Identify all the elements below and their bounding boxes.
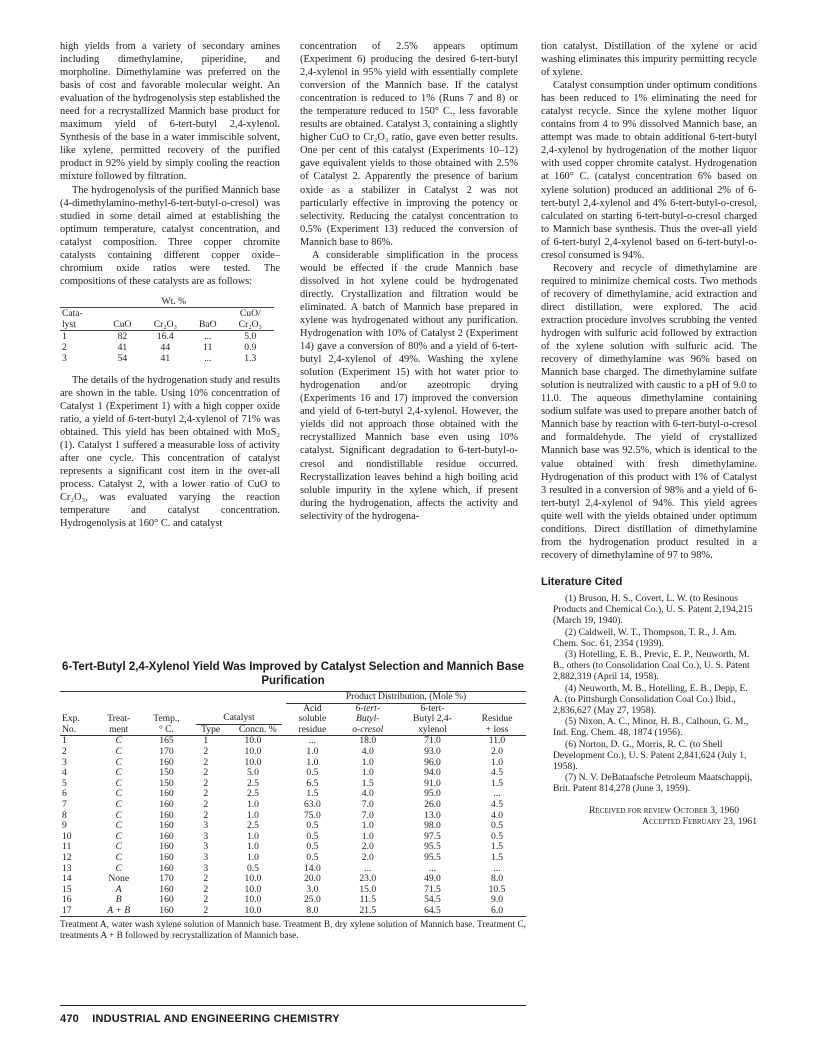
accepted-line: Accepted February 23, 1961 [642,816,757,828]
yield-table-cell: ... [364,862,372,874]
received-dates [541,805,757,828]
yield-table-cell: 160 [159,809,174,821]
yield-table-row [60,811,526,822]
yield-table-cell: 26.0 [424,798,441,810]
cat-col-cuo: CuO [113,318,132,330]
yield-table-block [60,660,526,942]
yield-table-cell: 6.5 [306,777,319,789]
yield-table-cell: 0.5 [306,820,319,832]
yield-table-cell: 1.0 [246,851,259,863]
yield-table-cell: 6.0 [491,904,504,916]
yield-table-cell: C [115,862,122,874]
yield-table-cell: 3 [62,756,67,768]
yield-table-cell: 95.0 [424,788,441,800]
catalyst-row [60,342,274,353]
yield-table-cell: 17 [62,904,72,916]
yield-table-cell: 1.0 [491,756,504,768]
cat-col-ratio: CuO/ Cr₂O₃ [238,307,262,330]
yield-table-cell: 2 [203,745,209,757]
yield-table-cell: 98.0 [424,820,441,832]
yield-table-cell: 1.0 [306,745,319,757]
cat-col-bao: BaO [198,318,217,330]
yield-table-cell: 4.0 [491,809,504,821]
yield-table-cell: 3 [203,841,209,853]
yield-table-cell: 170 [159,745,174,757]
yield-table-cell: 95.5 [424,841,441,853]
yt-catalyst-header [192,703,286,735]
yield-table [60,691,526,917]
yt-h-acid: Acid soluble residue [298,702,327,735]
yield-table-cell: 4.5 [491,767,504,779]
col1-paragraph-1: high yields from a variety of secondary amines including dimethylamine, piperidine, and morpholine. Dimethylamine was preferred on the basis of cost and favorable molecular weight. An evaluation of the hydrogenolysis step established the need for a recrystallized Mannich base product for maximum yield of 6-tert-butyl 2,4-xylenol. Synthesis of the base in a water immiscible solvent, like xylene, permitted recovery of the purified product in 92% yield by simply cooling the reaction mixture followed by filtration. [60,41,280,183]
yield-table-cell: 1.0 [246,798,259,810]
yield-table-cell: 2 [203,873,209,885]
yt-h-residue: Residue + loss [481,713,513,735]
yield-table-cell: 3 [203,830,209,842]
yield-table-cell: 160 [159,830,174,842]
yield-table-cell: 170 [159,873,174,885]
yield-table-cell: 0.5 [306,830,319,842]
yield-table-cell: 75.0 [303,809,321,821]
yield-table-cell: 91.0 [424,777,441,789]
reference-list [541,593,757,795]
yield-table-cell: 10.0 [244,883,262,895]
column-1 [60,40,280,530]
catalyst-cell: 44 [160,341,171,353]
cat-group-header: Wt. % [161,295,187,307]
yield-table-cell: 1.0 [361,830,374,842]
yield-table-footnote: Treatment A, water wash xylene solution of Mannich base. Treatment B, dry xylene solution of Mannich base. Treatment C, treatments A + B followed by recrystallization of Mannich base. [60,920,526,942]
yield-table-cell: C [115,788,122,800]
yield-table-cell: 160 [159,798,174,810]
catalyst-cell: 2 [62,341,67,353]
yield-table-cell: 2.5 [246,777,259,789]
yield-table-cell: 8.0 [306,904,319,916]
catalyst-cell: 3 [62,352,67,364]
yield-table-cell: ... [428,862,437,874]
yield-table-row [60,885,526,896]
yield-table-cell: 63.0 [303,798,321,810]
yield-table-cell: 2.5 [246,820,259,832]
yield-table-cell: 3 [203,862,209,874]
yield-table-cell: C [115,745,122,757]
yield-table-cell: ... [308,735,316,747]
yield-table-cell: 1.0 [246,830,259,842]
page-footer [60,1013,340,1025]
yield-table-cell: B [115,894,122,906]
yield-table-cell: 64.5 [424,904,441,916]
yield-table-cell: C [115,820,122,832]
catalyst-composition-table [60,296,274,364]
yield-table-row [60,789,526,800]
yield-table-cell: C [115,767,122,779]
yield-table-cell: ... [493,788,501,800]
yield-table-cell: 1.5 [361,777,374,789]
yield-table-cell: 4.5 [491,798,504,810]
yield-table-cell: 21.5 [359,904,377,916]
yield-table-cell: 0.5 [306,767,319,779]
footer-rule [60,1005,526,1006]
yield-table-cell: C [115,851,122,863]
yield-table-cell: 2 [62,745,67,757]
yt-h-xylenol: 6-tert- Butyl 2,4- xylenol [413,702,452,735]
yield-table-cell: 2.5 [246,788,259,800]
yield-table-cell: 2 [203,756,209,768]
product-group-header: Product Distribution, (Mole %) [286,692,526,703]
yield-table-cell: 95.5 [424,851,441,863]
yield-table-row [60,758,526,769]
catalyst-cell: ... [204,330,212,342]
yield-table-cell: 15 [62,883,72,895]
yield-table-cell: 10.0 [244,735,262,747]
column-3 [541,40,757,828]
yield-table-cell: 54.5 [424,894,441,906]
yield-table-cell: 160 [159,841,174,853]
yield-table-cell: 71.0 [424,735,441,747]
yield-table-cell: 9.0 [491,894,504,906]
yield-table-cell: 10.0 [244,904,262,916]
col2-paragraph-2: A considerable simplification in the process would be effected if the crude Mannich base dissolved in hot xylene could be hydrogenated directly. Crystallization and filtration would be eliminated. A batch of Mannich base prepared in xylene was hydrogenated without any purification. Hydrogenation with 10% of Catalyst 2 (Experiment 14) gave a conversion of 80% and a yield of 6-tert-butyl 2,4-xylenol of 49%. Washing the xylene solution (Experiment 15) with hot water prior to hydrogenation and/or azeotropic drying (Experiments 16 and 17) improved the conversion and yield of 6-tert-butyl 2,4-xylenol. However, the yields did not approach those obtained with the recrystallized Mannich base even using 10% catalyst. Significant degradation to 6-tert-butyl-o-cresol and nondistillable residue occurred. Recrystallization leaves behind a high boiling acid soluble impurity in the xylene which, if present during the hydrogenation, affects the activity and selectivity of the hydrogena- [300,249,518,522]
yield-table-cell: 7 [62,798,67,810]
catalyst-row [60,330,274,342]
yield-table-cell: 150 [159,767,174,779]
yield-table-cell: 13.0 [424,809,441,821]
yield-table-row [60,800,526,811]
col1-paragraph-3: The details of the hydrogenation study and results are shown in the table. Using 10% concentration of Catalyst 1 (Experiment 1) with a high copper oxide ratio, a yield of 6-tert-butyl 2,4-xylenol of 71% was obtained. This yield has been obtained with MoS₂ (1). Catalyst 1 suffered a measurable loss of activity after one cycle. This concentration of catalyst represents a significant cost item in the over-all process. Catalyst 2, with a lower ratio of CuO to Cr₂O₃, was evaluated varying the reaction temperature and catalyst concentration. Hydrogenolysis at 160° C. and catalyst [60,374,280,530]
reference-item: (7) N. V. DeBataafsche Petroleum Maatschappij, Brit. Patent 814,278 (June 3, 1959). [553,772,753,795]
yield-table-cell: 6 [62,788,67,800]
yield-table-cell: 10.0 [244,873,262,885]
yt-h-treat: Treat- ment [107,713,131,735]
col2-paragraph-1: concentration of 2.5% appears optimum (Experiment 6) producing the desired 6-tert-butyl 2,4-xylenol in 95% yield with essentially complete conversion of the Mannich base. If the catalyst concentration is reduced to 1% (Runs 7 and 8) or the temperature reduced to 150° C., less favorable results are obtained. Catalyst 3, containing a slightly higher CuO to Cr₂O₃ ratio, gave even better results. One per cent of this catalyst (Experiments 10–12) gave equivalent yields to those obtained with 2.5% of Catalyst 2. Apparently the presence of barium oxide as a stabilizer in Catalyst 2 was not particularly effective in improving the potency or selectivity. Reducing the catalyst concentration to 0.5% (Experiment 13) reduced the conversion of Mannich base to 86%. [300,41,518,248]
yield-table-cell: 97.5 [424,830,441,842]
yield-table-row [60,821,526,832]
reference-item: (5) Nixon, A. C., Minor, H. B., Calhoun, G. M., Ind. Eng. Chem. 48, 1874 (1956). [553,716,749,739]
yield-table-cell: C [115,830,122,842]
yield-table-row [60,736,526,747]
literature-cited-heading: Literature Cited [541,575,623,588]
yield-table-cell: 160 [159,862,174,874]
col3-paragraph-2: Catalyst consumption under optimum conditions has been reduced to 1% eliminating the need for catalyst recycle. Since the xylene mother liquor contains from 4 to 9% dissolved Mannich base, an attempt was made to obtain additional 6-tert-butyl 2,4-xylenol by hydrogenation of the mother liquor with used copper chromite catalyst. Hydrogenation at 160° C. (catalyst concentration 6% based on xylene solution) produced an additional 2% of 6-tert-butyl 2,4-xylenol and 4% 6-tert-butyl-o-cresol, calculated on starting 6-tert-butyl-o-cresol charged to Mannich base synthesis. Thus the over-all yield of 6-tert-butyl 2,4-xylenol based on 6-tert-butyl-o-cresol consumed is 94%. [541,80,757,261]
yield-table-cell: 1.5 [306,788,319,800]
yield-table-row [60,747,526,758]
yield-table-cell: 8.0 [491,873,504,885]
yt-h-cresol: 6-tert- Butyl- o-cresol [352,702,384,735]
catalyst-cell: 1.3 [244,352,257,364]
yield-table-cell: 49.0 [424,873,441,885]
yield-table-cell: 4.0 [361,745,374,757]
yield-table-cell: 13 [62,862,72,874]
yield-table-cell: 150 [159,777,174,789]
journal-name: INDUSTRIAL AND ENGINEERING CHEMISTRY [92,1013,340,1025]
yield-table-cell: 2 [203,767,209,779]
yield-table-row [60,874,526,885]
yield-table-cell: 12 [62,851,72,863]
yield-table-cell: 160 [159,883,174,895]
reference-item: (3) Hotelling, E. B., Previc, E. P., Neuworth, M. B., others (to Consolidation Coal Co.), U. S. Patent 2,882,319 (April 14, 1958). [553,648,750,683]
yt-h-type: Type [201,723,221,735]
yield-table-cell: 93.0 [424,745,441,757]
yt-h-temp: Temp., ° C. [153,713,180,735]
yield-table-cell: 3 [203,851,209,863]
catalyst-cell: 16.4 [156,330,174,342]
cat-col-cr2o3: Cr₂O₃ [153,318,177,330]
catalyst-cell: ... [204,352,212,364]
column-2 [300,40,518,523]
yield-table-cell: 0.5 [306,851,319,863]
yield-table-cell: 23.0 [359,873,377,885]
yield-table-cell: 1.0 [246,809,259,821]
yield-table-cell: 1.0 [246,841,259,853]
yield-table-cell: 8 [62,809,67,821]
yield-table-cell: C [115,798,122,810]
yield-table-cell: 94.0 [424,767,441,779]
catalyst-cell: 1 [62,330,67,342]
yield-table-cell: 2.0 [361,851,374,863]
yield-table-row [60,832,526,843]
yield-table-cell: 3.0 [306,883,319,895]
yield-table-cell: 10 [62,830,72,842]
yield-table-row [60,906,526,917]
yield-table-cell: 0.5 [246,862,259,874]
yield-table-cell: 160 [159,788,174,800]
received-line: Received for review October 3, 1960 [589,804,739,816]
reference-item: (1) Bruson, H. S., Covert, L. W. (to Resinous Products and Chemical Co.), U. S. Patent 2,194,215 (March 19, 1940). [553,592,753,627]
yt-catalyst-group: Catalyst [196,713,282,725]
yield-table-cell: 14 [62,873,72,885]
yield-table-cell: 1.5 [491,841,504,853]
yield-table-cell: 2 [203,904,209,916]
yield-table-cell: 1.0 [361,756,374,768]
yield-table-row [60,779,526,790]
yield-table-cell: 9 [62,820,67,832]
catalyst-cell: 41 [160,352,171,364]
yield-table-cell: 96.0 [424,756,441,768]
yield-table-cell: 3 [203,820,209,832]
yield-table-cell: 10.5 [488,883,506,895]
yield-table-cell: 1.5 [491,851,504,863]
yield-table-cell: 1 [62,735,67,747]
yield-table-cell: 5 [62,777,67,789]
yield-table-cell: 2 [203,777,209,789]
yield-table-cell: 2.0 [361,841,374,853]
yield-table-cell: 20.0 [303,873,321,885]
yield-table-cell: A + B [107,904,131,916]
yield-table-cell: C [115,777,122,789]
yield-table-cell: 11.0 [488,735,506,747]
yield-table-cell: C [115,735,122,747]
yield-table-cell: 0.5 [306,841,319,853]
yield-table-cell: 1.5 [491,777,504,789]
catalyst-row [60,353,274,364]
catalyst-cell: 11 [203,341,213,353]
yield-table-cell: 71.5 [424,883,441,895]
yield-table-cell: 2.0 [491,745,504,757]
catalyst-cell: 0.9 [244,341,257,353]
yield-table-cell: 160 [159,756,174,768]
yield-table-row [60,768,526,779]
catalyst-cell: 54 [117,352,128,364]
yield-table-cell: 160 [159,904,174,916]
yield-table-cell: 18.0 [359,735,377,747]
col1-paragraph-2: The hydrogenolysis of the purified Mannich base (4-dimethylamino-methyl-6-tert-butyl-o-cresol) was studied in some detail aimed at establishing the optimum temperature, catalyst concentration, and catalyst composition. Three copper chromite catalysts containing different copper oxide–chromium oxide ratios were tested. The compositions of these catalysts are as follows: [60,184,280,287]
yield-table-cell: 1.0 [361,820,374,832]
yield-table-cell: 0.5 [491,820,504,832]
yield-table-cell: 10.0 [244,894,262,906]
yield-table-row [60,864,526,875]
yield-table-cell: 4 [62,767,67,779]
yield-table-cell: 15.0 [359,883,377,895]
yield-table-cell: 7.0 [361,809,374,821]
yield-table-cell: 160 [159,851,174,863]
yield-table-cell: 2 [203,809,209,821]
yield-table-cell: C [115,841,122,853]
yield-table-cell: 16 [62,894,72,906]
yield-table-cell: 25.0 [303,894,321,906]
yield-table-cell: 1 [203,735,209,747]
yield-table-cell: C [115,756,122,768]
cat-col-catalyst: Cata- lyst [62,307,83,330]
catalyst-cell: 5.0 [244,330,257,342]
yield-table-title: 6-Tert-Butyl 2,4-Xylenol Yield Was Improved by Catalyst Selection and Mannich Base Purification [61,661,525,687]
yield-table-cell: 1.0 [306,756,319,768]
reference-item: (2) Caldwell, W. T., Thompson, T. R., J. Am. Chem. Soc. 61, 2354 (1939). [553,626,737,649]
col3-paragraph-1: tion catalyst. Distillation of the xylene or acid washing eliminates this impurity permitting recycle of xylene. [541,41,757,79]
yield-table-cell: C [115,809,122,821]
col3-paragraph-3: Recovery and recycle of dimethylamine are required to minimize chemical costs. Two methods of recovery of dimethylamine, acid extraction and direct distillation, were explored. The acid extraction procedure involves scrubbing the vented hydrogen with sulfuric acid followed by extraction of the xylene solution with sulfuric acid. The recovery of dimethylamine was 96% based on Mannich base charged. The dimethylamine sulfate solution is neutralized with caustic to a pH of 9.0 to 11.0. The aqueous dimethylamine containing sodium sulfate was used to prepare another batch of Mannich base by reaction with 6-tert-butyl-o-cresol and formaldehyde. The yield of crystallized Mannich base was 92.5%, which is identical to the value obtained with fresh dimethylamine. Hydrogenation of this product with 1% of Catalyst 3 resulted in a conversion of 98% and a yield of 6-tert-butyl 2,4-xylenol of 94%. This yield agrees quite well with the yields obtained under optimum conditions. Direct distillation of dimethylamine from the hydrogenation product resulted in a recovery of dimethylamine of 97 to 98%. [541,262,757,561]
yield-table-cell: 11 [62,841,72,853]
yield-table-cell: ... [493,862,501,874]
reference-item: (4) Neuworth, M. B., Hotelling, E. B., Depp, E. A. (to Pittsburgh Consolidation Coal Co.) Ibid., 2,836,627 (May 27, 1958). [553,682,748,716]
page-number: 470 [60,1013,79,1025]
yield-table-cell: 10.0 [244,745,262,757]
yield-table-row [60,853,526,864]
yield-table-cell: 2 [203,894,209,906]
catalyst-cell: 41 [117,341,128,353]
reference-item: (6) Norton, D. G., Morris, R. C. (to Shell Development Co.), U. S. Patent 2,841,624 (July 1, 1958). [553,738,747,772]
yield-table-row [60,842,526,853]
yield-table-cell: A [115,883,122,895]
yield-table-cell: 14.0 [303,862,321,874]
yield-table-cell: 4.0 [361,788,374,800]
yield-table-cell: 5.0 [246,767,259,779]
yield-table-cell: 165 [159,735,174,747]
yield-table-cell: 2 [203,883,209,895]
yield-table-cell: 160 [159,820,174,832]
yield-table-cell: 2 [203,798,209,810]
yield-table-cell: 10.0 [244,756,262,768]
yield-table-cell: 11.5 [359,894,376,906]
yield-table-cell: 160 [159,894,174,906]
yield-table-cell: 7.0 [361,798,374,810]
catalyst-cell: 82 [117,330,128,342]
yt-h-exp: Exp. No. [62,713,80,735]
yt-h-conc: Concn. % [238,723,277,735]
yield-table-cell: None [108,873,130,885]
yield-table-cell: 0.5 [491,830,504,842]
yield-table-cell: 1.0 [361,767,374,779]
yield-table-cell: 2 [203,788,209,800]
